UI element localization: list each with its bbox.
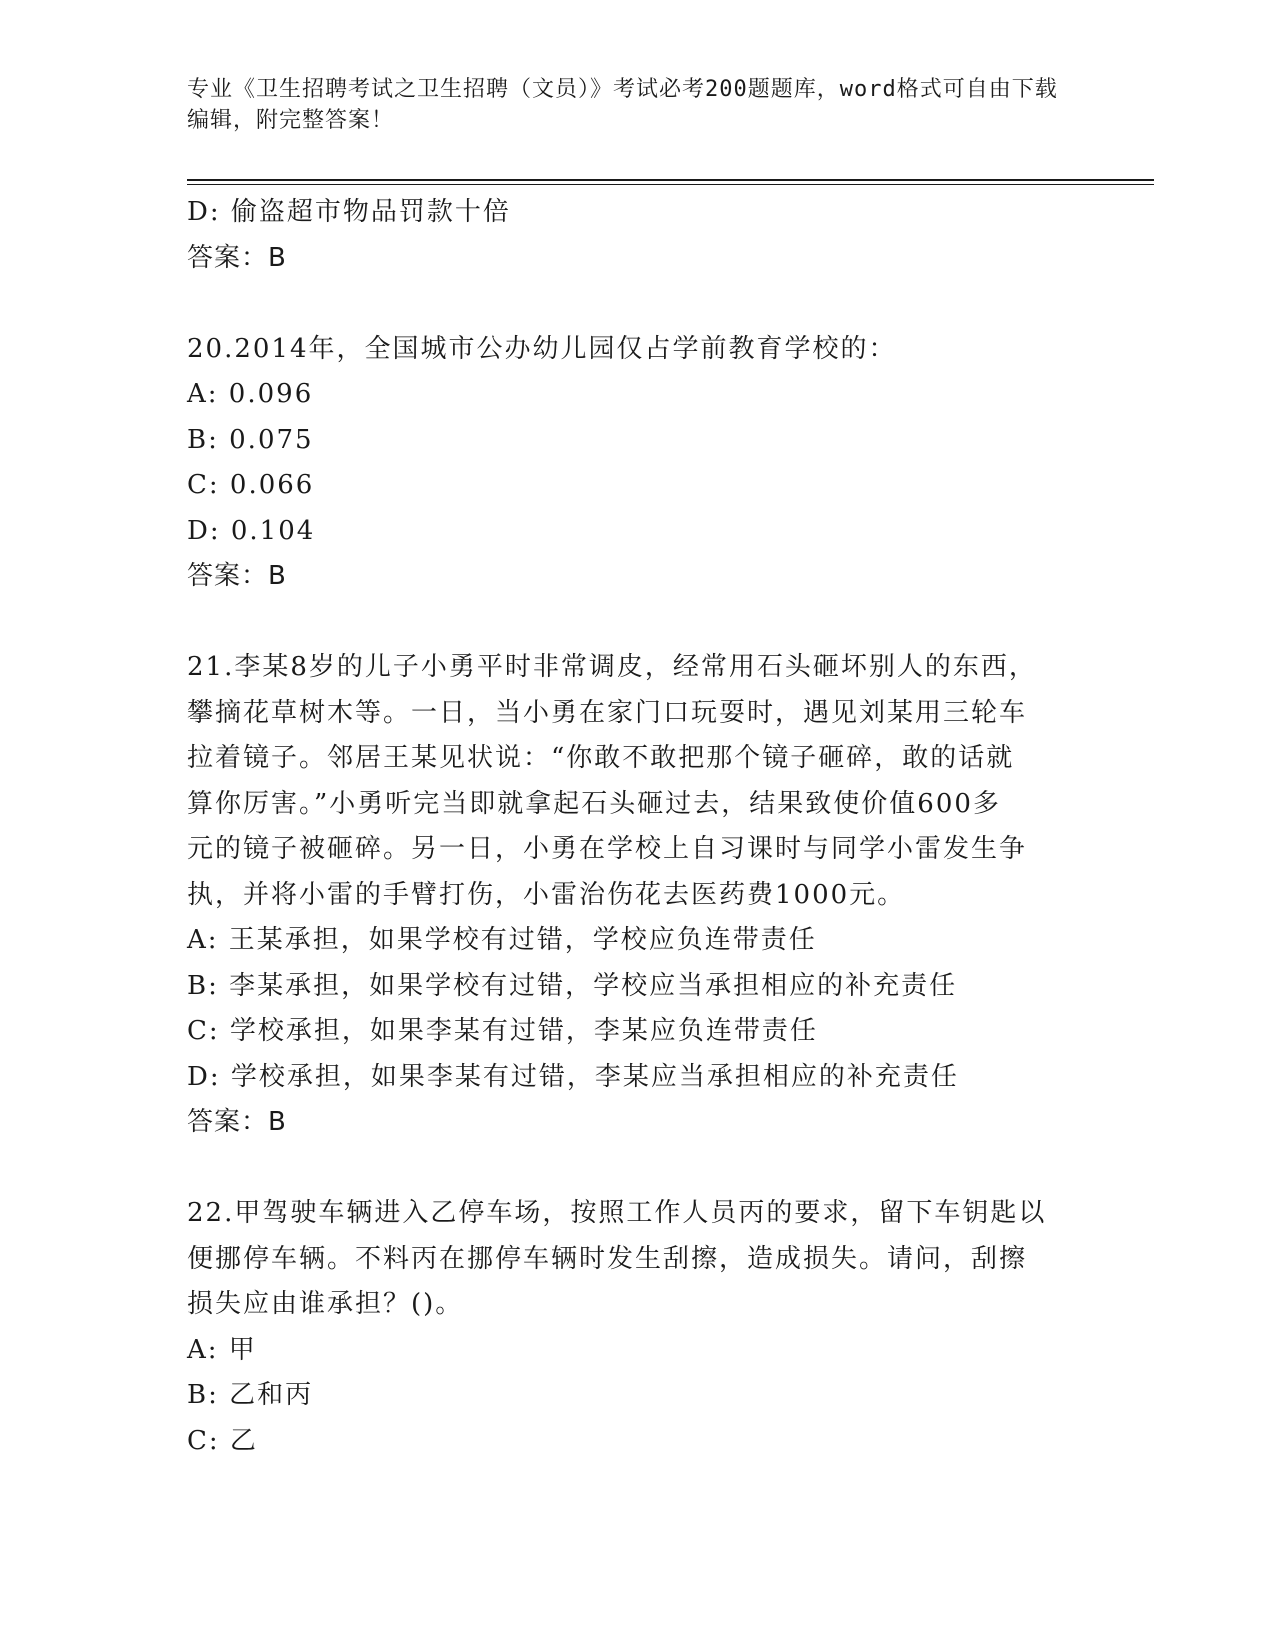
option-c: C: 乙	[187, 1425, 258, 1456]
option-b: B: 乙和丙	[187, 1380, 314, 1410]
header-rule-thick	[187, 179, 1154, 181]
header-rule-thin	[187, 184, 1154, 185]
document-header: 专业《卫生招聘考试之卫生招聘（文员）》考试必考200题题库，word格式可自由下载编辑，附完整答案！	[187, 77, 1058, 133]
option-d: D: 偷盗超市物品罚款十倍	[187, 197, 511, 227]
question-stem-line: 攀摘花草树木等。一日，当小勇在家门口玩耍时，遇见刘某用三轮车	[187, 697, 1028, 728]
question-stem-line: 便挪停车辆。不料丙在挪停车辆时发生刮擦，造成损失。请问，刮擦	[187, 1243, 1028, 1274]
question-stem: 20.2014年，全国城市公办幼儿园仅占学前教育学校的：	[187, 333, 897, 364]
answer-line: 答案：B	[187, 1107, 287, 1137]
question-stem-line: 21.李某8岁的儿子小勇平时非常调皮，经常用石头砸坏别人的东西，	[187, 652, 1037, 682]
answer-line: 答案：B	[187, 242, 287, 273]
question-stem-line: 损失应由谁承担？()。	[187, 1289, 464, 1319]
question-21	[187, 645, 1087, 1146]
option-b: B: 0.075	[187, 424, 314, 455]
question-stem-line: 拉着镜子。邻居王某见状说：“你敢不敢把那个镜子砸碎，敢的话就	[187, 743, 1015, 773]
question-stem-line: 元的镜子被砸碎。另一日，小勇在学校上自习课时与同学小雷发生争	[187, 834, 1028, 864]
answer-line: 答案：B	[187, 561, 287, 591]
option-d: D: 0.104	[187, 515, 316, 546]
option-d: D: 学校承担，如果李某有过错，李某应当承担相应的补充责任	[187, 1061, 959, 1092]
question-stem-line: 算你厉害。”小勇听完当即就拿起石头砸过去，结果致使价值600多	[187, 788, 1001, 819]
option-a: A: 甲	[187, 1334, 257, 1365]
option-c: C: 0.066	[187, 470, 315, 500]
question-stem-line: 22.甲驾驶车辆进入乙停车场，按照工作人员丙的要求，留下车钥匙以	[187, 1198, 1047, 1228]
question-list	[187, 190, 1087, 1464]
option-c: C: 学校承担，如果李某有过错，李某应负连带责任	[187, 1016, 818, 1046]
option-a: A: 0.096	[187, 379, 314, 409]
question-20	[187, 327, 1087, 600]
option-b: B: 李某承担，如果学校有过错，学校应当承担相应的补充责任	[187, 970, 958, 1001]
question-stem-line: 执，并将小雷的手臂打伤，小雷治伤花去医药费1000元。	[187, 879, 906, 910]
question-22	[187, 1191, 1087, 1464]
option-a: A: 王某承担，如果学校有过错，学校应负连带责任	[187, 925, 817, 955]
